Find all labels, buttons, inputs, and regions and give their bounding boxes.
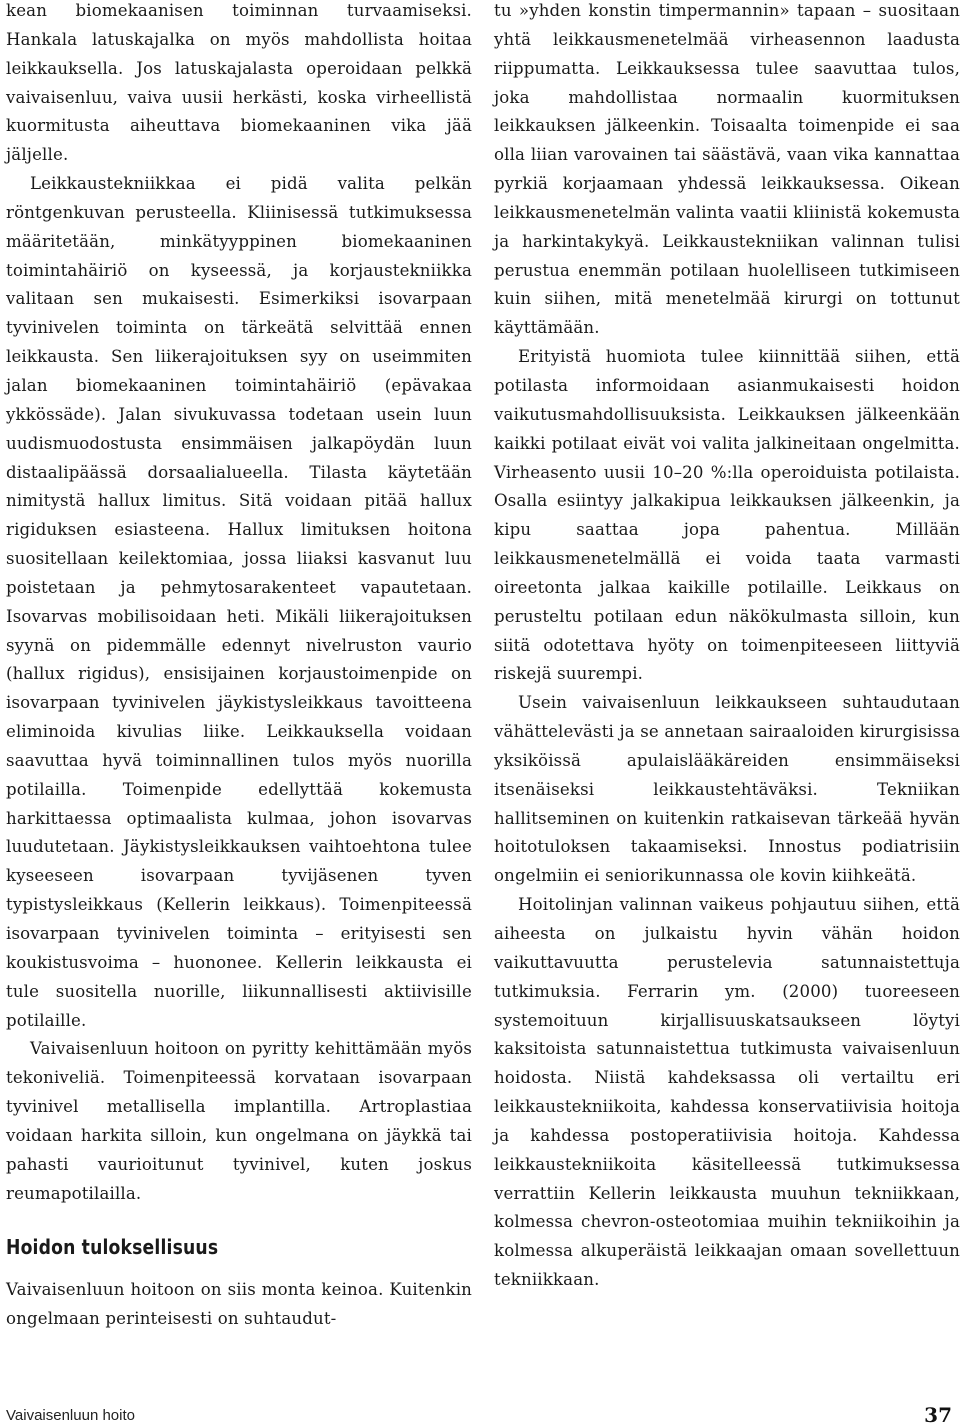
paragraph: Leikkaustekniikkaa ei pidä valita pelkän röntgenkuvan perusteella. Kliinisessä tutkimuksessa määritetään, minkätyyppinen biomekaaninen toimintahäiriö on kyseessä, ja korjaustekniikka valitaan sen mukaisesti. Esimerkiksi isovarpaan tyvinivelen toiminta on tärkeätä selvittää ennen leikkausta. Sen liikerajoituksen syy on useimmiten jalan biomekaaninen toimintahäiriö (epävakaa ykkössäde). Jalan sivukuvassa todetaan usein luun uudismuodostusta ensimmäisen jalkapöydän luun distaalipäässä dorsaalialueella. Tilasta käytetään nimitystä hallux limitus. Sitä voidaan pitää hallux rigiduksen esiasteena. Hallux limituksen hoitona suositellaan keilektomiaa, jossa liiaksi kasvanut luu poistetaan ja pehmytosarakenteet vapautetaan. Isovarvas mobilisoidaan heti. Mikäli liikerajoituksen syynä on pidemmälle edennyt nivelruston vaurio (hallux rigidus), ensisijainen korjaustoimenpide on isovarpaan tyvinivelen jäykistysleikkaus tavoitteena eliminoida kivulias liike. Leikkauksella voidaan saavuttaa hyvä toiminnallinen tulos myös nuorilla potilailla. Toimenpide edellyttää kokemusta harkittaessa optimaalista kulmaa, johon isovarvas luudutetaan. Jäykistysleikkauksen vaihtoehtona tulee kyseeseen isovarpaan tyvijäsenen tyven typistysleikkaus (Kellerin leikkaus). Toimenpiteessä isovarpaan tyvinivelen toiminta – erityisesti sen koukistusvoima – huononee. Kellerin leikkausta ei tule suositella nuorille, liikunnallisesti aktiivisille potilaille.: [6, 174, 472, 1030]
left-column: [6, 0, 472, 1334]
right-column: [494, 0, 960, 1295]
paragraph: tu »yhden konstin timpermannin» tapaan – suositaan yhtä leikkausmenetelmää virheasennon laadusta riippumatta. Leikkauksessa tulee saavuttaa tulos, joka mahdollistaa normaalin kuormituksen leikkauksen jälkeenkin. Toisaalta toimenpide ei saa olla liian varovainen tai säästävä, vaan vika kannattaa pyrkiä korjaamaan yhdessä leikkauksessa. Oikean leikkausmenetelmän valinta vaatii kliinistä kokemusta ja harkintakykyä. Leikkaustekniikan valinnan tulisi perustua enemmän potilaan huolelliseen tutkimiseen kuin siihen, mitä menetelmää kirurgi on tottunut käyttämään.: [494, 1, 960, 338]
paragraph: Vaivaisenluun hoitoon on pyritty kehittämään myös tekoniveliä. Toimenpiteessä korvataan isovarpaan tyvinivel metallisella implantilla. Artroplastiaa voidaan harkita silloin, kun ongelmana on jäykkä tai pahasti vaurioitunut tyvinivel, kuten joskus reumapotilailla.: [6, 1039, 472, 1203]
paragraph: Erityistä huomiota tulee kiinnittää siihen, että potilasta informoidaan asianmukaisesti hoidon vaikutusmahdollisuuksista. Leikkauksen jälkeenkään kaikki potilaat eivät voi valita jalkineitaan ongelmitta. Virheasento uusii 10–20 %:lla operoiduista potilaista. Osalla esiintyy jalkakipua leikkauksen jälkeenkin, ja kipu saattaa jopa pahentua. Millään leikkausmenetelmällä ei voida taata varmasti oireetonta jalkaa kaikille potilaille. Leikkaus on perusteltu potilaan edun näkökulmasta silloin, kun siitä odotettava hyöty on toimenpiteeseen liittyviä riskejä suurempi.: [494, 347, 960, 684]
paragraph: Vaivaisenluun hoitoon on siis monta keinoa. Kuitenkin ongelmaan perinteisesti on suhtaudut-: [6, 1280, 472, 1329]
page-number: 37: [924, 1403, 952, 1427]
section-heading: Hoidon tuloksellisuus: [6, 1235, 219, 1260]
paragraph: Usein vaivaisenluun leikkaukseen suhtaudutaan vähättelevästi ja se annetaan sairaaloiden kirurgisissa yksiköissä apulaislääkäreiden ensimmäiseksi itsenäiseksi leikkaustehtäväksi. Tekniikan hallitseminen on kuitenkin ratkaisevan tärkeää hyvän hoitotuloksen takaamiseksi. Innostus podiatrisiin ongelmiin ei seniorikunnassa ole kovin kiihkeätä.: [494, 693, 960, 886]
paragraph: Hoitolinjan valinnan vaikeus pohjautuu siihen, että aiheesta on julkaistu hyvin vähän hoidon vaikuttavuutta perustelevia satunnaistettuja tutkimuksia. Ferrarin ym. (2000) tuoreeseen systemoituun kirjallisuuskatsaukseen löytyi kaksitoista satunnaistettua tutkimusta vaivaisenluun hoidosta. Niistä kahdeksassa oli vertailtu eri leikkaustekniikoita, kahdessa konservatiivisia hoitoja ja kahdessa postoperatiivisia hoitoja. Kahdessa leikkaustekniikoita käsitelleessä tutkimuksessa verrattiin Kellerin leikkausta muuhun tekniikkaan, kolmessa chevron-osteotomiaa muihin tekniikoihin ja kolmessa alkuperäistä leikkaajan omaan sovellettuun tekniikkaan.: [494, 895, 960, 1290]
page-footer: [6, 1403, 952, 1427]
paragraph: kean biomekaanisen toiminnan turvaamiseksi. Hankala latuskajalka on myös mahdollista hoitaa leikkauksella. Jos latuskajalasta operoidaan pelkkä vaivaisenluu, vaiva uusii herkästi, koska virheellistä kuormitusta aiheuttava biomekaaninen vika jää jäljelle.: [6, 1, 472, 165]
running-title: Vaivaisenluun hoito: [6, 1407, 135, 1424]
